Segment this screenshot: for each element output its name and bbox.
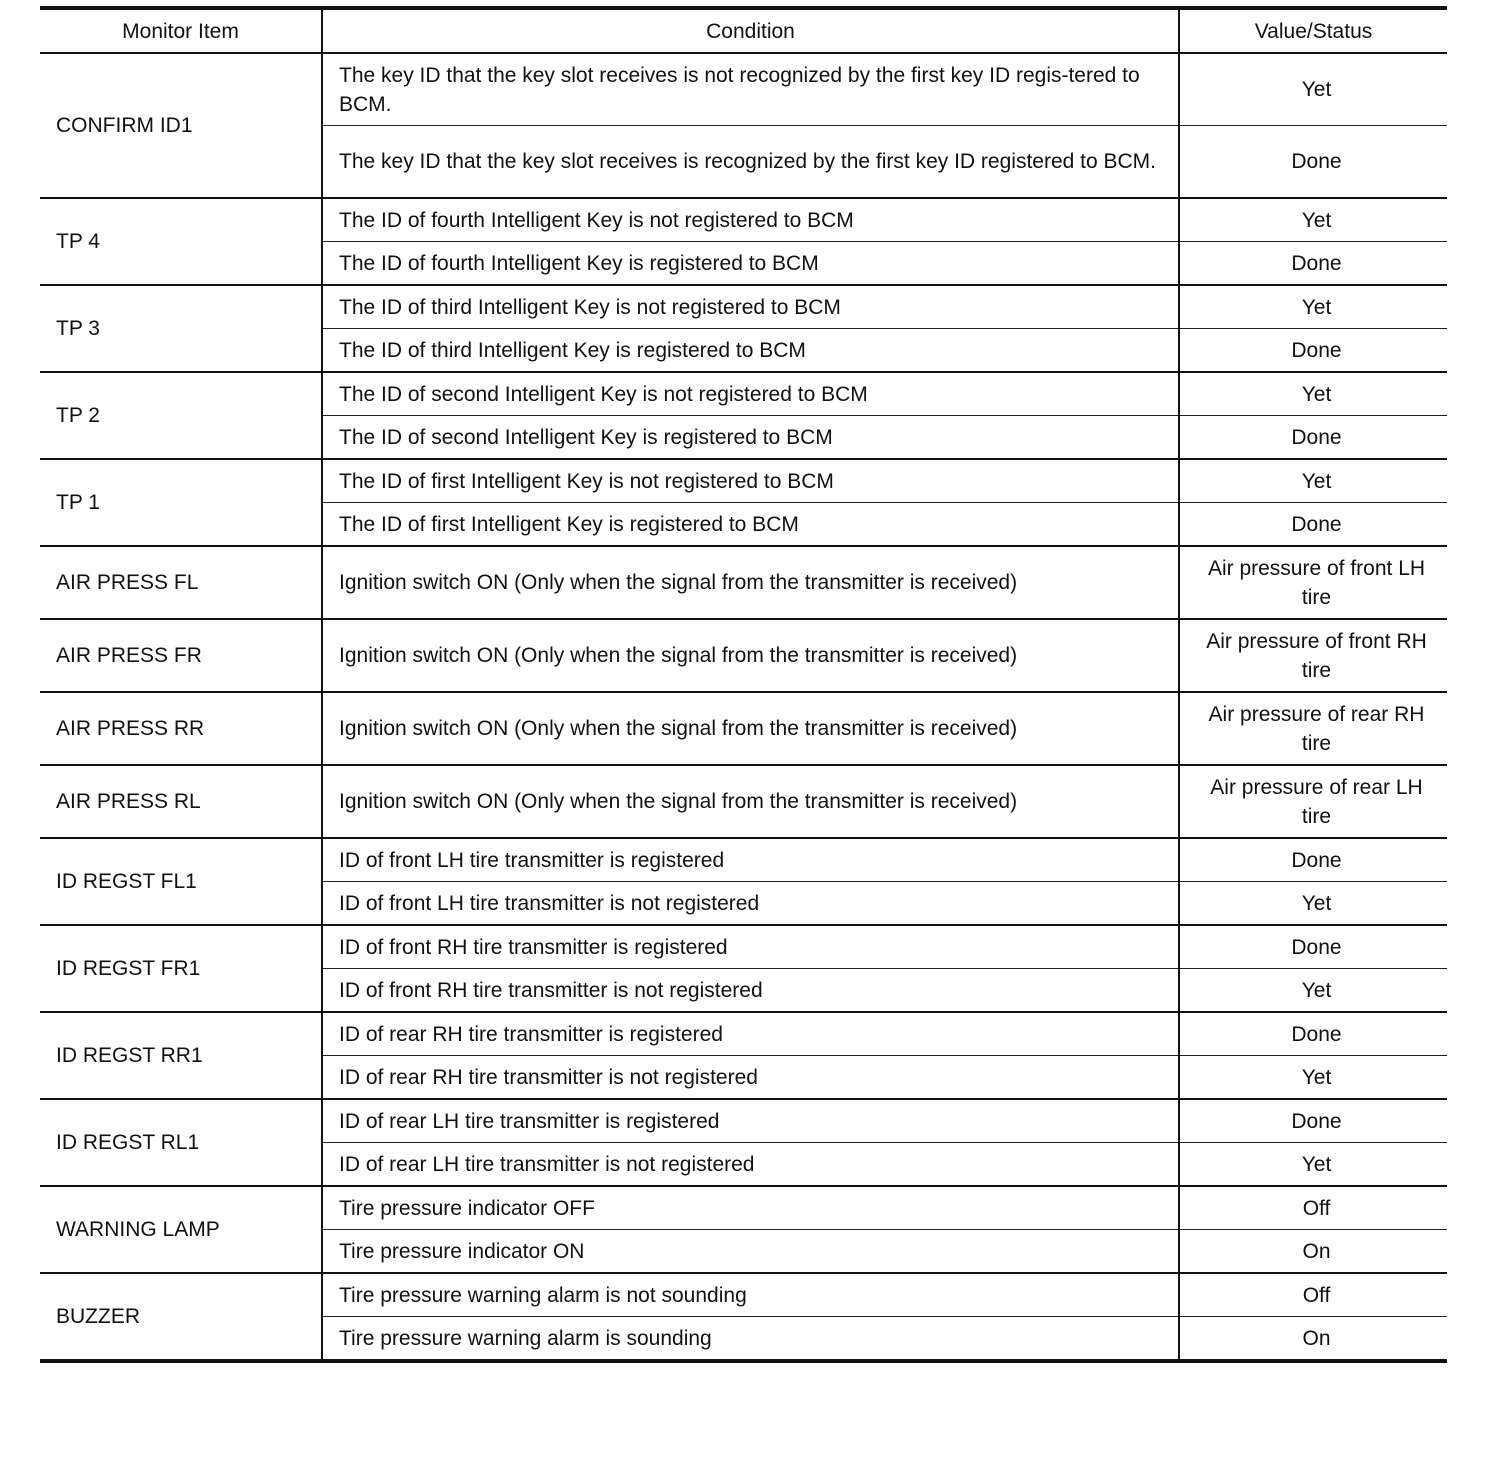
value-status-cell: Done — [1179, 242, 1447, 286]
header-value-status: Value/Status — [1179, 8, 1447, 53]
value-status-cell: Off — [1179, 1273, 1447, 1317]
table-header — [40, 8, 1447, 53]
monitor-item-cell: BUZZER — [40, 1273, 322, 1361]
condition-cell: The ID of first Intelligent Key is not registered to BCM — [322, 459, 1179, 503]
value-status-cell: Yet — [1179, 969, 1447, 1013]
condition-cell: Tire pressure warning alarm is not sounding — [322, 1273, 1179, 1317]
value-status-cell: On — [1179, 1317, 1447, 1362]
condition-cell: ID of front RH tire transmitter is registered — [322, 925, 1179, 969]
monitor-item-cell: CONFIRM ID1 — [56, 114, 193, 137]
value-status-cell: Done — [1179, 1099, 1447, 1143]
value-status-cell: Done — [1179, 126, 1447, 199]
monitor-item-cell: TP 1 — [40, 459, 322, 546]
value-status-cell: Off — [1179, 1186, 1447, 1230]
value-status-cell: On — [1179, 1230, 1447, 1274]
condition-cell: Tire pressure indicator ON — [322, 1230, 1179, 1274]
table-row — [40, 838, 1447, 882]
value-status-cell: Yet — [1179, 1056, 1447, 1100]
monitor-item-cell: AIR PRESS FL — [40, 546, 322, 619]
value-status-cell: Done — [1179, 925, 1447, 969]
condition-cell: The ID of fourth Intelligent Key is not registered to BCM — [322, 198, 1179, 242]
monitor-item-cell: ID REGST RL1 — [40, 1099, 322, 1186]
value-status-cell: Yet — [1179, 198, 1447, 242]
table-row — [40, 925, 1447, 969]
condition-cell: The ID of third Intelligent Key is not registered to BCM — [322, 285, 1179, 329]
table-row — [40, 372, 1447, 416]
table-row — [40, 459, 1447, 503]
header-condition: Condition — [322, 8, 1179, 53]
condition-cell: The ID of first Intelligent Key is registered to BCM — [322, 503, 1179, 547]
condition-cell: ID of rear LH tire transmitter is not registered — [322, 1143, 1179, 1187]
value-status-cell: Air pressure of front LH tire — [1179, 546, 1447, 619]
table-row — [40, 1012, 1447, 1056]
header-row — [40, 8, 1447, 53]
condition-cell: Ignition switch ON (Only when the signal from the transmitter is received) — [322, 619, 1179, 692]
condition-cell: The ID of second Intelligent Key is registered to BCM — [322, 416, 1179, 460]
table-row — [40, 285, 1447, 329]
header-monitor-item: Monitor Item — [40, 8, 322, 53]
condition-cell: The key ID that the key slot receives is recognized by the first key ID registered to BCM. — [322, 126, 1179, 199]
monitor-item-cell: TP 4 — [40, 198, 322, 285]
table-row — [40, 619, 1447, 692]
table-row — [40, 765, 1447, 838]
condition-cell: ID of rear RH tire transmitter is not registered — [322, 1056, 1179, 1100]
table-row — [40, 198, 1447, 242]
monitor-item-cell: AIR PRESS RR — [40, 692, 322, 765]
value-status-cell: Done — [1179, 838, 1447, 882]
monitor-item-cell: TP 2 — [40, 372, 322, 459]
table-row — [40, 546, 1447, 619]
monitor-item-cell: TP 3 — [40, 285, 322, 372]
monitor-table — [40, 6, 1447, 1363]
value-status-cell: Yet — [1179, 372, 1447, 416]
condition-cell: ID of front RH tire transmitter is not registered — [322, 969, 1179, 1013]
value-status-cell: Air pressure of rear RH tire — [1179, 692, 1447, 765]
value-status-cell: Done — [1179, 503, 1447, 547]
condition-cell: Tire pressure warning alarm is sounding — [322, 1317, 1179, 1362]
condition-cell: The key ID that the key slot receives is not recognized by the first key ID regis-tered to BCM. — [322, 53, 1179, 126]
value-status-cell: Yet — [1179, 1143, 1447, 1187]
condition-cell: Tire pressure indicator OFF — [322, 1186, 1179, 1230]
monitor-item-cell: ID REGST FL1 — [40, 838, 322, 925]
value-status-cell: Air pressure of front RH tire — [1179, 619, 1447, 692]
table-row — [40, 1099, 1447, 1143]
value-status-cell: Yet — [1301, 78, 1332, 101]
condition-cell: Ignition switch ON (Only when the signal from the transmitter is received) — [322, 692, 1179, 765]
condition-cell: ID of rear LH tire transmitter is registered — [322, 1099, 1179, 1143]
condition-cell: Ignition switch ON (Only when the signal from the transmitter is received) — [322, 546, 1179, 619]
condition-cell: Ignition switch ON (Only when the signal from the transmitter is received) — [322, 765, 1179, 838]
condition-cell: ID of front LH tire transmitter is not registered — [322, 882, 1179, 926]
condition-cell: The ID of second Intelligent Key is not registered to BCM — [322, 372, 1179, 416]
condition-cell: ID of rear RH tire transmitter is registered — [322, 1012, 1179, 1056]
monitor-item-cell: WARNING LAMP — [40, 1186, 322, 1273]
monitor-item-cell: ID REGST RR1 — [40, 1012, 322, 1099]
value-status-cell: Done — [1179, 329, 1447, 373]
table-row — [40, 692, 1447, 765]
monitor-item-cell: AIR PRESS RL — [40, 765, 322, 838]
table-row — [40, 1273, 1447, 1317]
monitor-item-cell: ID REGST FR1 — [40, 925, 322, 1012]
condition-cell: The ID of third Intelligent Key is registered to BCM — [322, 329, 1179, 373]
table-row — [40, 53, 1447, 126]
table-body — [40, 53, 1447, 1361]
value-status-cell: Yet — [1179, 882, 1447, 926]
value-status-cell: Air pressure of rear LH tire — [1179, 765, 1447, 838]
value-status-cell: Done — [1179, 1012, 1447, 1056]
condition-cell: ID of front LH tire transmitter is registered — [322, 838, 1179, 882]
condition-cell: The ID of fourth Intelligent Key is registered to BCM — [322, 242, 1179, 286]
value-status-cell: Done — [1179, 416, 1447, 460]
table-row — [40, 1186, 1447, 1230]
value-status-cell: Yet — [1179, 459, 1447, 503]
value-status-cell: Yet — [1179, 285, 1447, 329]
monitor-item-cell: AIR PRESS FR — [40, 619, 322, 692]
